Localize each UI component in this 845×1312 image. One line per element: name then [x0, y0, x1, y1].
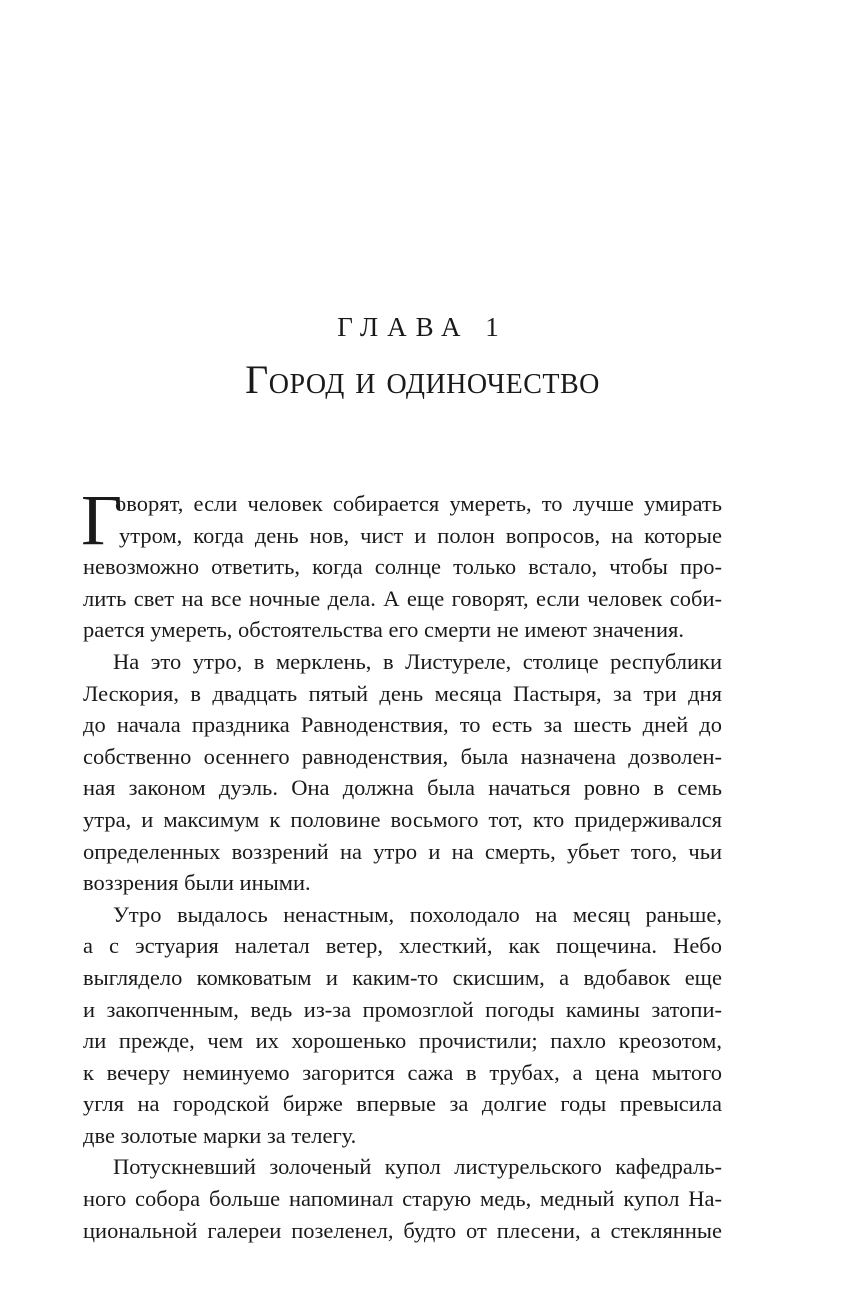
text-line: выглядело комковатым и каким-то скисшим, а вдобавок еще — [83, 964, 722, 990]
chapter-title: Город и одиночество — [245, 357, 600, 402]
text-line: воззрения были иными. — [83, 870, 311, 896]
text-line: рается умереть, обстоятельства его смерти не имеют значения. — [83, 617, 684, 643]
text-line: до начала праздника Равноденствия, то есть за шесть дней до — [83, 712, 722, 738]
text-line: а с эстуария налетал ветер, хлесткий, как пощечина. Небо — [83, 933, 722, 959]
text-line: Потускневший золоченый купол листурельского кафедраль- — [113, 1154, 722, 1180]
text-line: На это утро, в мерклень, в Листуреле, столице республики — [113, 648, 722, 674]
text-line: утром, когда день нов, чист и полон вопросов, на которые — [119, 522, 722, 548]
text-line: и закопченным, ведь из-за промозглой погоды камины затопи- — [83, 996, 722, 1022]
text-line: Лескория, в двадцать пятый день месяца Пастыря, за три дня — [83, 680, 722, 706]
drop-cap: Г — [81, 480, 123, 560]
chapter-body — [81, 480, 722, 1246]
text-line: невозможно ответить, когда солнце только встало, чтобы про- — [83, 554, 722, 580]
paragraph — [83, 1151, 722, 1246]
paragraph — [83, 899, 722, 1152]
text-line: ная законом дуэль. Она должна была начаться ровно в семь — [83, 775, 722, 801]
text-line: определенных воззрений на утро и на смерть, убьет того, чьи — [83, 838, 722, 864]
text-line: собственно осеннего равноденствия, была назначена дозволен- — [83, 743, 722, 769]
text-line: угля на городской бирже впервые за долгие годы превысила — [83, 1091, 722, 1117]
paragraph — [83, 646, 722, 899]
text-line: ного собора больше напоминал старую медь, медный купол На- — [83, 1186, 722, 1212]
text-line: циональной галереи позеленел, будто от плесени, а стеклянные — [83, 1217, 722, 1243]
text-line: к вечеру неминуемо загорится сажа в трубах, а цена мытого — [83, 1059, 722, 1085]
text-line: две золотые марки за телегу. — [83, 1122, 357, 1148]
text-line: лить свет на все ночные дела. А еще говорят, если человек соби- — [83, 585, 722, 611]
text-line: оворят, если человек собирается умереть, то лучше умирать — [115, 491, 722, 516]
chapter-label: ГЛАВА 1 — [337, 312, 508, 342]
paragraph — [83, 488, 722, 646]
text-line: утра, и максимум к половине восьмого тот, кто придерживался — [83, 806, 722, 832]
text-line: Утро выдалось ненастным, похолодало на месяц раньше, — [113, 901, 722, 927]
text-line: ли прежде, чем их хорошенько прочистили; пахло креозотом, — [83, 1028, 722, 1054]
